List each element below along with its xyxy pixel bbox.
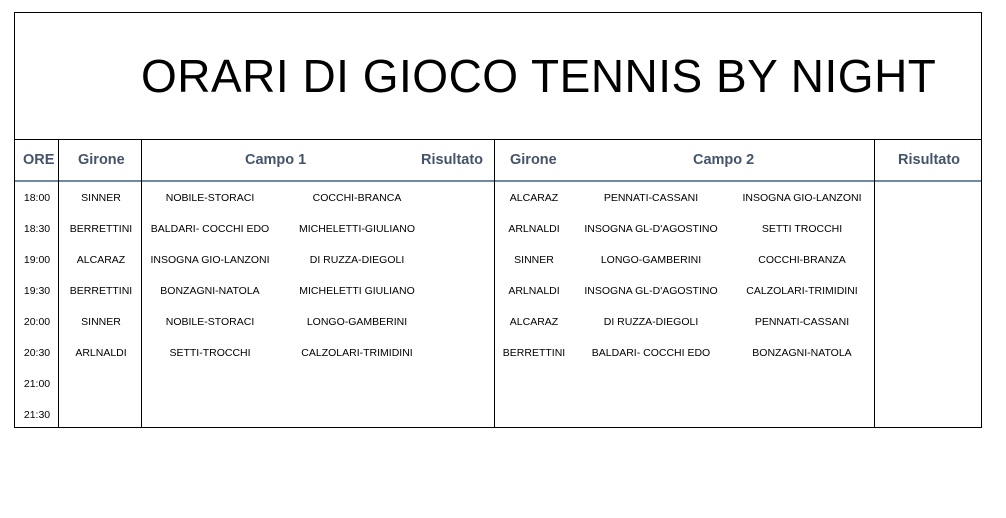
cell-campo-1-match-b: MICHELETTI GIULIANO: [299, 285, 415, 297]
cell-campo-2-match-b: SETTI TROCCHI: [761, 223, 843, 235]
column-divider: [141, 140, 142, 427]
cell-ore: 20:00: [23, 316, 51, 328]
cell-campo-1-match-b: DI RUZZA-DIEGOLI: [309, 254, 405, 266]
cell-girone-1: BERRETTINI: [69, 223, 133, 235]
cell-girone-1: SINNER: [81, 316, 121, 328]
cell-ore: 21:30: [23, 409, 51, 421]
cell-campo-2-match-a: DI RUZZA-DIEGOLI: [603, 316, 699, 328]
cell-girone-2: ARLNALDI: [508, 223, 560, 235]
cell-girone-2: SINNER: [514, 254, 554, 266]
cell-campo-1-match-b: MICHELETTI-GIULIANO: [298, 223, 416, 235]
cell-campo-1-match-a: BALDARI- COCCHI EDO: [150, 223, 270, 235]
schedule-sheet: [14, 12, 982, 428]
cell-campo-2-match-b: BONZAGNI-NATOLA: [752, 347, 852, 359]
cell-girone-1: BERRETTINI: [69, 285, 133, 297]
header-ore: ORE: [23, 152, 55, 168]
cell-campo-2-match-a: PENNATI-CASSANI: [603, 192, 699, 204]
cell-ore: 19:00: [23, 254, 51, 266]
cell-girone-1: SINNER: [81, 192, 121, 204]
cell-ore: 21:00: [23, 378, 51, 390]
cell-girone-1: ALCARAZ: [76, 254, 126, 266]
cell-campo-2-match-b: INSOGNA GIO-LANZONI: [742, 192, 862, 204]
cell-campo-2-match-b: CALZOLARI-TRIMIDINI: [746, 285, 858, 297]
page-title: ORARI DI GIOCO TENNIS BY NIGHT: [141, 50, 937, 102]
header-campo-1: Campo 1: [245, 152, 307, 168]
header-girone-2: Girone: [510, 152, 557, 168]
column-divider: [494, 140, 495, 427]
cell-campo-1-match-a: NOBILE-STORACI: [165, 316, 255, 328]
cell-campo-2-match-a: INSOGNA GL-D'AGOSTINO: [584, 223, 718, 235]
cell-girone-2: ARLNALDI: [508, 285, 560, 297]
header-campo-2: Campo 2: [693, 152, 755, 168]
cell-campo-1-match-a: NOBILE-STORACI: [165, 192, 255, 204]
cell-ore: 20:30: [23, 347, 51, 359]
cell-campo-2-match-a: LONGO-GAMBERINI: [600, 254, 702, 266]
cell-ore: 18:30: [23, 223, 51, 235]
column-divider: [874, 140, 875, 427]
title-area: [15, 13, 981, 140]
cell-campo-1-match-a: SETTI-TROCCHI: [169, 347, 251, 359]
cell-campo-1-match-b: CALZOLARI-TRIMIDINI: [301, 347, 413, 359]
cell-campo-2-match-b: PENNATI-CASSANI: [754, 316, 850, 328]
header-risultato-2: Risultato: [898, 152, 961, 168]
cell-ore: 19:30: [23, 285, 51, 297]
cell-campo-1-match-b: LONGO-GAMBERINI: [306, 316, 408, 328]
cell-girone-2: ALCARAZ: [509, 192, 559, 204]
column-divider: [58, 140, 59, 427]
header-girone-1: Girone: [78, 152, 125, 168]
cell-campo-2-match-a: BALDARI- COCCHI EDO: [591, 347, 711, 359]
cell-campo-1-match-a: BONZAGNI-NATOLA: [160, 285, 260, 297]
header-risultato-1: Risultato: [421, 152, 484, 168]
cell-campo-2-match-a: INSOGNA GL-D'AGOSTINO: [584, 285, 718, 297]
cell-girone-2: ALCARAZ: [509, 316, 559, 328]
cell-ore: 18:00: [23, 192, 51, 204]
cell-campo-1-match-b: COCCHI-BRANCA: [312, 192, 402, 204]
header-row: [15, 140, 981, 182]
cell-campo-2-match-b: COCCHI-BRANZA: [758, 254, 846, 266]
cell-girone-1: ARLNALDI: [75, 347, 127, 359]
cell-girone-2: BERRETTINI: [502, 347, 566, 359]
cell-campo-1-match-a: INSOGNA GIO-LANZONI: [150, 254, 270, 266]
